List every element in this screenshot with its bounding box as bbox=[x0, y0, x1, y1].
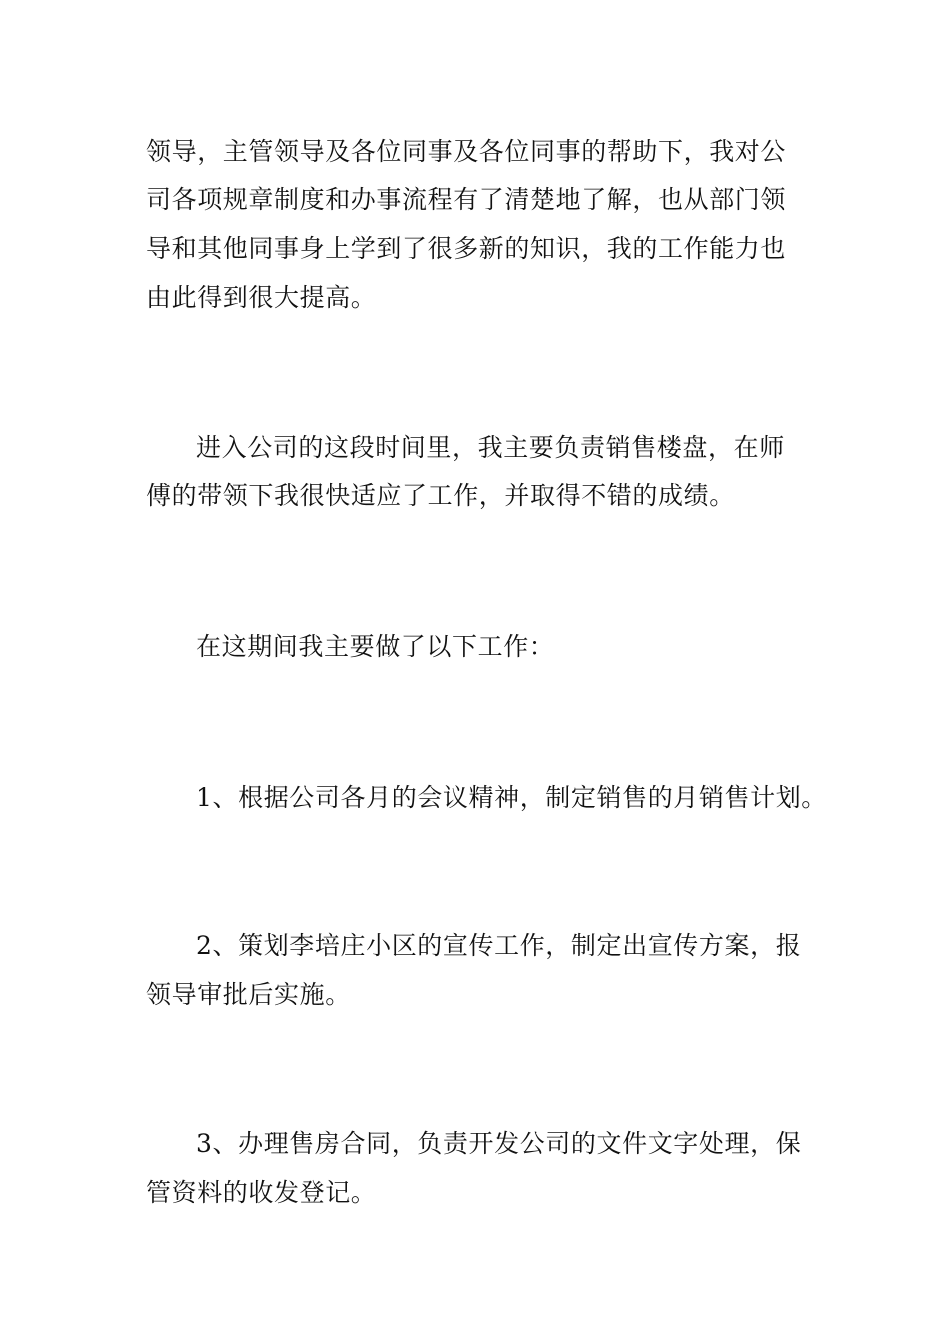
list-item-line: 管资料的收发登记。 bbox=[146, 1178, 377, 1207]
paragraph-line: 傅的带领下我很快适应了工作，并取得不错的成绩。 bbox=[146, 481, 735, 510]
list-item-line: 2、策划李培庄小区的宣传工作，制定出宣传方案，报 bbox=[196, 931, 802, 960]
paragraph-line: 导和其他同事身上学到了很多新的知识，我的工作能力也 bbox=[146, 234, 787, 263]
paragraph-line: 进入公司的这段时间里，我主要负责销售楼盘，在师 bbox=[196, 433, 785, 462]
paragraph-line: 司各项规章制度和办事流程有了清楚地了解，也从部门领 bbox=[146, 185, 787, 214]
list-item-line: 3、办理售房合同，负责开发公司的文件文字处理，保 bbox=[196, 1129, 802, 1158]
paragraph-line: 在这期间我主要做了以下工作： bbox=[196, 632, 555, 661]
paragraph-line: 由此得到很大提高。 bbox=[146, 283, 377, 312]
list-item-line: 1、根据公司各月的会议精神，制定销售的月销售计划。 bbox=[196, 783, 827, 812]
paragraph-line: 领导，主管领导及各位同事及各位同事的帮助下，我对公 bbox=[146, 137, 787, 166]
list-item-line: 领导审批后实施。 bbox=[146, 980, 351, 1009]
